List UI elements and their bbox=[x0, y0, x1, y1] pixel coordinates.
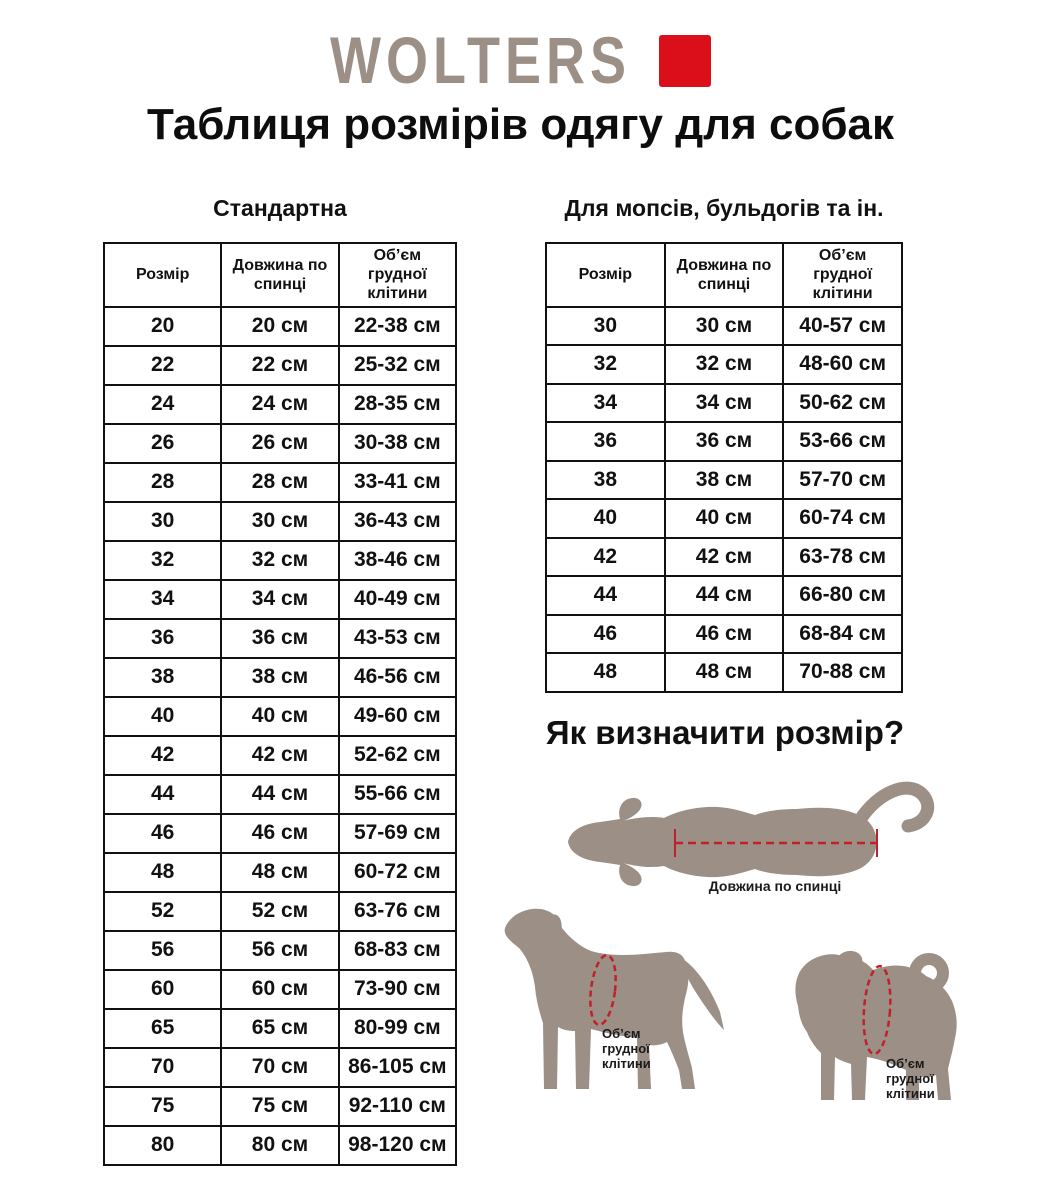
table-row bbox=[104, 541, 456, 580]
table-cell: 42 см bbox=[665, 538, 784, 577]
table-row bbox=[546, 576, 902, 615]
table-cell: 22-38 см bbox=[339, 307, 456, 346]
table-cell: 92-110 см bbox=[339, 1087, 456, 1126]
table-cell: 68-83 см bbox=[339, 931, 456, 970]
table-cell: 46 bbox=[546, 615, 665, 654]
chest-measure-label bbox=[602, 1026, 651, 1071]
label-line: Об’єм bbox=[886, 1056, 925, 1071]
table-cell: 32 bbox=[104, 541, 221, 580]
table-cell: 80 см bbox=[221, 1126, 338, 1165]
table-cell: 36-43 см bbox=[339, 502, 456, 541]
table-row bbox=[104, 619, 456, 658]
table-cell: 24 см bbox=[221, 385, 338, 424]
table-row bbox=[104, 853, 456, 892]
table-cell: 56 см bbox=[221, 931, 338, 970]
column-header: Об’єм грудної клітини bbox=[783, 243, 902, 307]
table-row bbox=[546, 499, 902, 538]
table-cell: 34 см bbox=[221, 580, 338, 619]
brand-logo bbox=[0, 24, 1041, 98]
table-cell: 48-60 см bbox=[783, 345, 902, 384]
table-cell: 63-76 см bbox=[339, 892, 456, 931]
table-row bbox=[546, 653, 902, 692]
standard-size-table bbox=[103, 242, 457, 1166]
table-cell: 75 см bbox=[221, 1087, 338, 1126]
table-cell: 44 см bbox=[221, 775, 338, 814]
table-cell: 53-66 см bbox=[783, 422, 902, 461]
table-cell: 73-90 см bbox=[339, 970, 456, 1009]
table-row bbox=[546, 615, 902, 654]
table-cell: 28 см bbox=[221, 463, 338, 502]
table-row bbox=[104, 736, 456, 775]
table-cell: 56 bbox=[104, 931, 221, 970]
table-cell: 60-74 см bbox=[783, 499, 902, 538]
table-cell: 70 bbox=[104, 1048, 221, 1087]
table-cell: 52 bbox=[104, 892, 221, 931]
table-cell: 63-78 см bbox=[783, 538, 902, 577]
table-cell: 75 bbox=[104, 1087, 221, 1126]
table-cell: 28-35 см bbox=[339, 385, 456, 424]
table-cell: 80-99 см bbox=[339, 1009, 456, 1048]
table-row bbox=[104, 502, 456, 541]
brand-logo-text: WOLTERS bbox=[330, 24, 631, 98]
table-cell: 34 см bbox=[665, 384, 784, 423]
column-header: Довжина по спинці bbox=[665, 243, 784, 307]
table-row bbox=[104, 697, 456, 736]
column-header: Довжина по спинці bbox=[221, 243, 338, 307]
table-cell: 34 bbox=[104, 580, 221, 619]
table-cell: 80 bbox=[104, 1126, 221, 1165]
table-cell: 40 bbox=[546, 499, 665, 538]
dog-top-view-body bbox=[568, 798, 877, 886]
table-cell: 50-62 см bbox=[783, 384, 902, 423]
table-cell: 44 см bbox=[665, 576, 784, 615]
table-cell: 22 см bbox=[221, 346, 338, 385]
table-row bbox=[546, 538, 902, 577]
table-row bbox=[546, 384, 902, 423]
table-row bbox=[104, 970, 456, 1009]
table-cell: 86-105 см bbox=[339, 1048, 456, 1087]
table-cell: 34 bbox=[546, 384, 665, 423]
table-cell: 28 bbox=[104, 463, 221, 502]
table-row bbox=[104, 580, 456, 619]
table-cell: 48 bbox=[546, 653, 665, 692]
table-cell: 36 см bbox=[221, 619, 338, 658]
table-cell: 70-88 см bbox=[783, 653, 902, 692]
table-cell: 38-46 см bbox=[339, 541, 456, 580]
chest-measure-label bbox=[886, 1056, 935, 1101]
table-cell: 43-53 см bbox=[339, 619, 456, 658]
table-cell: 32 см bbox=[221, 541, 338, 580]
table-header-row bbox=[546, 243, 902, 307]
column-header: Розмір bbox=[104, 243, 221, 307]
table-row bbox=[104, 1048, 456, 1087]
label-line: Об’єм bbox=[602, 1026, 641, 1041]
table-cell: 26 bbox=[104, 424, 221, 463]
table-row bbox=[546, 422, 902, 461]
table-cell: 40-49 см bbox=[339, 580, 456, 619]
table-cell: 20 bbox=[104, 307, 221, 346]
table-cell: 60-72 см bbox=[339, 853, 456, 892]
table-cell: 70 см bbox=[221, 1048, 338, 1087]
table-cell: 36 см bbox=[665, 422, 784, 461]
table-row bbox=[104, 1126, 456, 1165]
table-header-row bbox=[104, 243, 456, 307]
table-cell: 46 см bbox=[665, 615, 784, 654]
table-cell: 20 см bbox=[221, 307, 338, 346]
table-cell: 48 см bbox=[221, 853, 338, 892]
pug-side-view-illustration bbox=[778, 948, 973, 1106]
table-cell: 38 см bbox=[221, 658, 338, 697]
table-cell: 42 bbox=[104, 736, 221, 775]
dog-side-body bbox=[505, 909, 695, 1089]
table-row bbox=[104, 775, 456, 814]
dog-side-view-illustration bbox=[494, 903, 724, 1103]
table-row bbox=[104, 1009, 456, 1048]
table-cell: 65 bbox=[104, 1009, 221, 1048]
table-row bbox=[546, 307, 902, 346]
page-title: Таблиця розмірів одягу для собак bbox=[146, 100, 895, 149]
table-cell: 33-41 см bbox=[339, 463, 456, 502]
table-cell: 30 bbox=[546, 307, 665, 346]
table-cell: 44 bbox=[546, 576, 665, 615]
table-cell: 49-60 см bbox=[339, 697, 456, 736]
table-cell: 30 см bbox=[665, 307, 784, 346]
column-header: Розмір bbox=[546, 243, 665, 307]
table-cell: 46-56 см bbox=[339, 658, 456, 697]
label-line: грудної bbox=[602, 1041, 650, 1056]
dog-top-view-tail bbox=[860, 788, 928, 826]
brand-red-square-icon bbox=[659, 35, 711, 87]
table-cell: 40-57 см bbox=[783, 307, 902, 346]
table-cell: 48 см bbox=[665, 653, 784, 692]
table-cell: 52 см bbox=[221, 892, 338, 931]
table-cell: 40 bbox=[104, 697, 221, 736]
table-row bbox=[104, 463, 456, 502]
table-cell: 38 bbox=[546, 461, 665, 500]
label-line: грудної bbox=[886, 1071, 934, 1086]
table-cell: 38 см bbox=[665, 461, 784, 500]
label-line: клітини bbox=[602, 1056, 651, 1071]
table-row bbox=[104, 424, 456, 463]
guide-heading: Як визначити розмір? bbox=[545, 714, 905, 751]
label-line: клітини bbox=[886, 1086, 935, 1101]
standard-table-caption: Стандартна bbox=[213, 195, 347, 221]
table-row bbox=[546, 461, 902, 500]
table-row bbox=[104, 346, 456, 385]
table-cell: 46 bbox=[104, 814, 221, 853]
table-cell: 40 см bbox=[665, 499, 784, 538]
table-cell: 57-70 см bbox=[783, 461, 902, 500]
column-header: Об’єм грудної клітини bbox=[339, 243, 456, 307]
table-row bbox=[104, 1087, 456, 1126]
table-cell: 42 bbox=[546, 538, 665, 577]
table-row bbox=[104, 658, 456, 697]
table-cell: 40 см bbox=[221, 697, 338, 736]
table-cell: 38 bbox=[104, 658, 221, 697]
dog-tail bbox=[680, 957, 724, 1030]
table-cell: 55-66 см bbox=[339, 775, 456, 814]
table-row bbox=[104, 814, 456, 853]
table-cell: 30 bbox=[104, 502, 221, 541]
table-cell: 42 см bbox=[221, 736, 338, 775]
table-cell: 60 см bbox=[221, 970, 338, 1009]
table-cell: 48 bbox=[104, 853, 221, 892]
table-row bbox=[104, 892, 456, 931]
table-cell: 36 bbox=[104, 619, 221, 658]
table-cell: 32 см bbox=[665, 345, 784, 384]
table-cell: 32 bbox=[546, 345, 665, 384]
table-cell: 24 bbox=[104, 385, 221, 424]
back-length-label: Довжина по спинці bbox=[708, 878, 842, 894]
table-cell: 26 см bbox=[221, 424, 338, 463]
table-cell: 44 bbox=[104, 775, 221, 814]
table-row bbox=[104, 931, 456, 970]
table-row bbox=[546, 345, 902, 384]
table-cell: 22 bbox=[104, 346, 221, 385]
table-row bbox=[104, 307, 456, 346]
table-cell: 57-69 см bbox=[339, 814, 456, 853]
pugs-table-caption: Для мопсів, бульдогів та ін. bbox=[564, 195, 884, 221]
dog-top-view-illustration bbox=[560, 770, 940, 890]
table-cell: 36 bbox=[546, 422, 665, 461]
table-cell: 30 см bbox=[221, 502, 338, 541]
table-cell: 98-120 см bbox=[339, 1126, 456, 1165]
table-cell: 66-80 см bbox=[783, 576, 902, 615]
table-row bbox=[104, 385, 456, 424]
table-cell: 68-84 см bbox=[783, 615, 902, 654]
table-cell: 46 см bbox=[221, 814, 338, 853]
table-cell: 65 см bbox=[221, 1009, 338, 1048]
table-cell: 25-32 см bbox=[339, 346, 456, 385]
pugs-size-table bbox=[545, 242, 903, 693]
table-cell: 60 bbox=[104, 970, 221, 1009]
table-cell: 52-62 см bbox=[339, 736, 456, 775]
table-cell: 30-38 см bbox=[339, 424, 456, 463]
